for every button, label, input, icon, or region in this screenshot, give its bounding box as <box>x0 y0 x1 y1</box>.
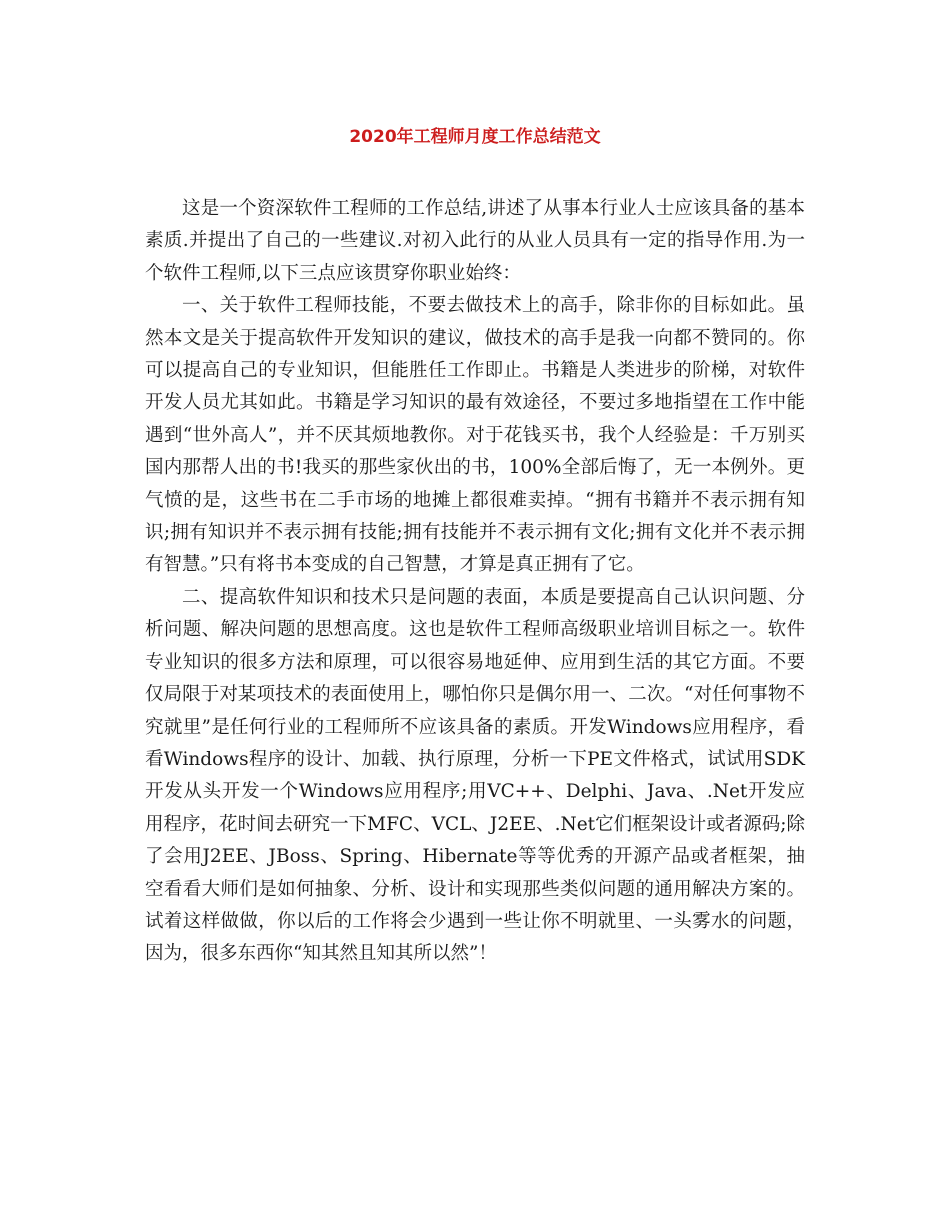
paragraph-point-one: 一、关于软件工程师技能，不要去做技术上的高手，除非你的目标如此。虽然本文是关于提高软件开发知识的建议，做技术的高手是我一向都不赞同的。你可以提高自己的专业知识，但能胜任工作即止。书籍是人类进步的阶梯，对软件开发人员尤其如此。书籍是学习知识的最有效途径，不要过多地指望在工作中能遇到“世外高人”，并不厌其烦地教你。对于花钱买书，我个人经验是：千万别买国内那帮人出的书!我买的那些家伙出的书，100%全部后悔了，无一本例外。更气愤的是，这些书在二手市场的地摊上都很难卖掉。“拥有书籍并不表示拥有知识;拥有知识并不表示拥有技能;拥有技能并不表示拥有文化;拥有文化并不表示拥有智慧。”只有将书本变成的自己智慧，才算是真正拥有了它。 <box>145 295 805 576</box>
paragraph-point-two: 二、提高软件知识和技术只是问题的表面，本质是要提高自己认识问题、分析问题、解决问题的思想高度。这也是软件工程师高级职业培训目标之一。软件专业知识的很多方法和原理，可以很容易地延伸、应用到生活的其它方面。不要仅局限于对某项技术的表面使用上，哪怕你只是偶尔用一、二次。“对任何事物不究就里”是任何行业的工程师所不应该具备的素质。开发Windows应用程序，看看Windows程序的设计、加载、执行原理，分析一下PE文件格式，试试用SDK开发从头开发一个Windows应用程序;用VC++、Delphi、Java、.Net开发应用程序，花时间去研究一下MFC、VCL、J2EE、.Net它们框架设计或者源码;除了会用J2EE、JBoss、Spring、Hibernate等等优秀的开源产品或者框架，抽空看看大师们是如何抽象、分析、设计和实现那些类似问题的通用解决方案的。试着这样做做，你以后的工作将会少遇到一些让你不明就里、一头雾水的问题，因为，很多东西你“知其然且知其所以然”！ <box>145 586 805 965</box>
document-title: 2020年工程师月度工作总结范文 <box>349 127 601 147</box>
paragraph-intro: 这是一个资深软件工程师的工作总结,讲述了从事本行业人士应该具备的基本素质.并提出了自己的一些建议.对初入此行的从业人员具有一定的指导作用.为一个软件工程师,以下三点应该贯穿你职业始终： <box>145 198 805 284</box>
document-body <box>145 193 805 971</box>
